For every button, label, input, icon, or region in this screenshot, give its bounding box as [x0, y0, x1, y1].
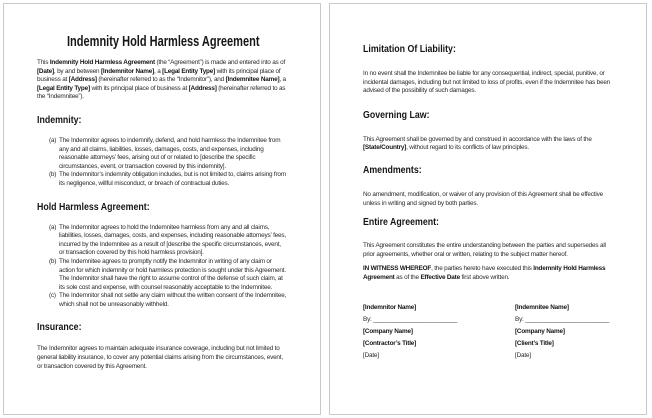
list-item [49, 224, 287, 258]
section-heading-governing-law: Governing Law: [363, 109, 430, 121]
list-marker: (a) [49, 136, 57, 144]
signature-column-indemnitee [515, 302, 613, 362]
witness-paragraph: IN WITNESS WHEREOF, the parties hereto have executed this Indemnity Hold Harmless Agreement as of the Effective Date first above written. [363, 265, 606, 281]
section-heading-indemnity: Indemnity: [37, 114, 82, 126]
indemnity-list [37, 137, 287, 189]
list-item [49, 137, 287, 171]
insurance-paragraph: The Indemnitor agrees to maintain adequate insurance coverage, including but not limited to general liability insurance, to cover any potential claims arising from the circumstances, event, or transaction covered by this Agreement. [37, 345, 283, 370]
list-item-text: The Indemnitee agrees to promptly notify the Indemnitor in writing of any claim or action for which indemnity or hold harmless protection is sought under this Agreement. The Indemnitor shall have the right to assume control of the defense of such claim, at its sole cost and expense, with counsel reasonably acceptable to the Indemnitee. [59, 257, 286, 291]
section-heading-hold-harmless: Hold Harmless Agreement: [37, 201, 150, 213]
section-heading-amendments: Amendments: [363, 164, 422, 176]
list-item-text: The Indemnitor agrees to indemnify, defend, and hold harmless the Indemnitee from any and all claims, liabilities, losses, damages, costs, and expenses, including reasonable attorneys’ fees, arising out of or related to [describe the specific circumstances, event, or transaction covered by this indemnity]. [59, 136, 281, 170]
signatory-title: [Client’s Title] [515, 339, 554, 347]
signature-by-line: By: _________________________ [515, 315, 610, 323]
list-item [49, 292, 287, 309]
governing-law-paragraph: This Agreement shall be governed by and construed in accordance with the laws of the [State/Country], without regard to its conflicts of law principles. [363, 135, 592, 152]
signatory-name: [Indemnitor Name] [363, 303, 417, 311]
entire-agreement-paragraph: This Agreement constitutes the entire understanding between the parties and supersedes all prior agreements, whether oral or written, relating to the subject matter hereof. [363, 242, 606, 258]
list-item-text: The Indemnitor agrees to hold the Indemnitee harmless from any and all claims, liabilities, losses, damages, costs, and expenses, including reasonable attorneys’ fees, incurred by the Indemnitee as a result of [describe the specific circumstances, event, or transaction covered by this hold harmless provision]. [59, 223, 286, 257]
limitation-paragraph: In no event shall the Indemnitee be liable for any consequential, indirect, special, punitive, or incidental damages, including but not limited to loss of profits, even if the Indemnitee has been advised of the possibility of such damages. [363, 70, 611, 95]
list-item [49, 171, 287, 188]
signatory-name: [Indemnitee Name] [515, 303, 569, 311]
signature-date: [Date] [515, 351, 531, 359]
list-item-text: The Indemnitor’s indemnity obligation includes, but is not limited to, claims arising from its negligence, willful misconduct, or breach of contractual duties. [59, 171, 286, 187]
amendments-paragraph: No amendment, modification, or waiver of any provision of this Agreement shall be effective unless in writing and signed by both parties. [363, 190, 603, 207]
page-2 [329, 3, 647, 415]
section-heading-entire-agreement: Entire Agreement: [363, 217, 439, 229]
document-title: Indemnity Hold Harmless Agreement [67, 34, 260, 50]
list-item-text: The Indemnitor shall not settle any claim without the written consent of the Indemnitee, which shall not be unreasonably withheld. [59, 292, 287, 308]
page-1 [3, 3, 321, 415]
signature-block [363, 302, 613, 362]
intro-paragraph: This Indemnity Hold Harmless Agreement (the “Agreement”) is made and entered into as of [Date], by and between [Indemnitor Name], a [Legal Entity Type] with its principal place of business at [Address] (hereinafter referred to as the “Indemnitor”), and [Indemnitee Name], a [Legal Entity Type] with its principal place of business at [Address] (hereinafter referred to as the “Indemnitee”). [37, 59, 286, 101]
signature-column-indemnitor [363, 302, 515, 362]
list-item [49, 258, 287, 292]
signatory-title: [Contractor’s Title] [363, 339, 417, 347]
list-marker: (b) [49, 257, 57, 265]
signature-by-line: By: _________________________ [363, 315, 458, 323]
section-heading-limitation-of-liability: Limitation Of Liability: [363, 44, 456, 55]
list-marker: (a) [49, 223, 57, 231]
signature-date: [Date] [363, 351, 379, 359]
hold-harmless-list [37, 224, 287, 310]
section-heading-insurance: Insurance: [37, 322, 82, 334]
list-marker: (c) [49, 292, 56, 300]
company-name: [Company Name] [363, 327, 413, 335]
list-marker: (b) [49, 171, 57, 179]
company-name: [Company Name] [515, 327, 565, 335]
